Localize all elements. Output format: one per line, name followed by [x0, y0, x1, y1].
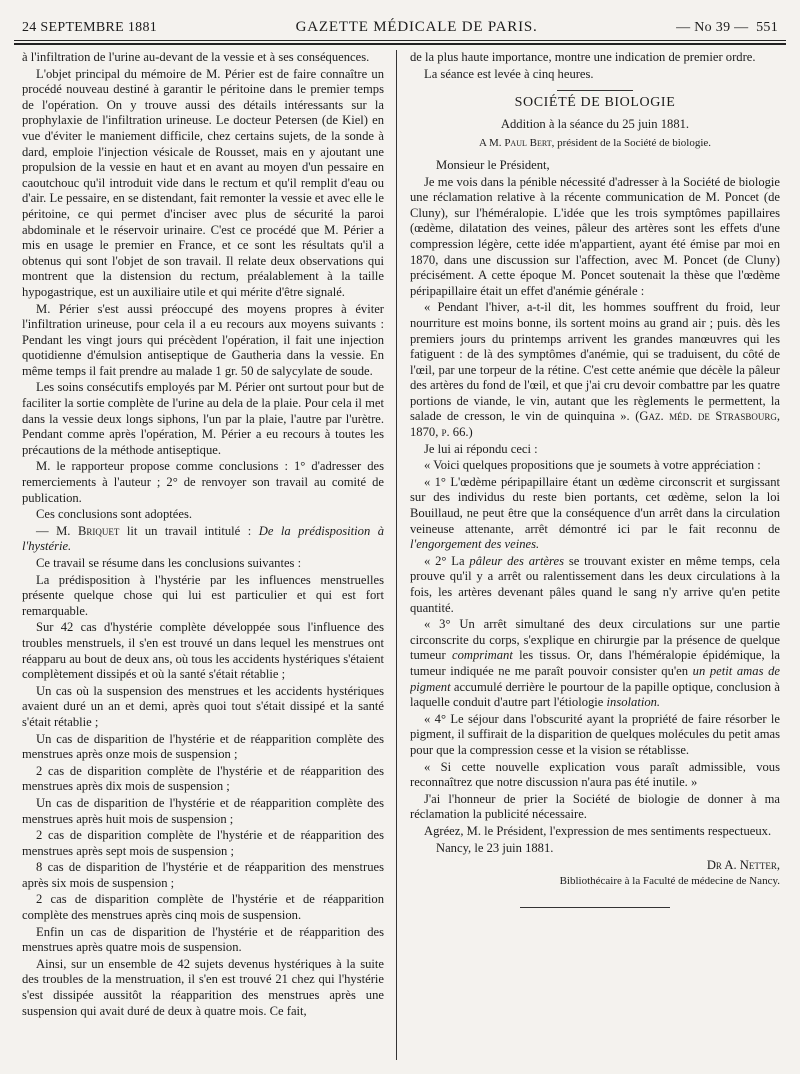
text-run: « 2° La: [424, 553, 465, 568]
paragraph: J'ai l'honneur de prier la Société de biologie de donner à ma réclamation la publicité nécessaire.: [410, 791, 780, 822]
text-run: se trouvant exister en même temps, cela prouve qu'il y a arrêt ou ralentissement dans les deux circulations à la fois, les artères devenant pâles quand le sang n'y arrive qu'en petite quantité.: [410, 553, 780, 615]
proposition-3: [410, 617, 780, 711]
paragraph: La prédisposition à l'hystérie par les influences menstruelles présente quelque chose qui lui est particulier et qui est fort remarquable.: [22, 572, 384, 618]
salutation: Monsieur le Président,: [436, 157, 550, 172]
header-rule-thick: [14, 43, 786, 45]
text-run: accumulé derrière le pourtour de la papille optique, conclusion à laquelle conduit d'autre part l'étiologie: [410, 679, 780, 710]
closing-rule: [520, 907, 670, 908]
emphasis: comprimant: [451, 648, 513, 663]
text-run: A M.: [478, 137, 502, 150]
signature-role: Bibliothécaire à la Faculté de médecine de Nancy.: [559, 874, 780, 887]
paragraph: 2 cas de disparition complète de l'hystérie et de réapparition complète des menstrues après cinq mois de suspension.: [22, 892, 384, 923]
proposition-1: [410, 475, 780, 553]
header-issue-page: [676, 20, 778, 36]
text-run: « 3° Un arrêt simultané des deux circulations sur une partie circonscrite du corps, s'explique en chirurgie par la présence de quelque tumeur: [410, 617, 780, 663]
paragraph: Un cas où la suspension des menstrues et les accidents hystériques avaient duré un an et demi, après quoi tout s'était dissipé et la santé s'était rétablie ;: [22, 683, 384, 729]
paragraph: M. Périer s'est aussi préoccupé des moyens propres à éviter l'infiltration urineuse, pour cela il a eu recours aux moyens suivants : Pendant les vingt jours qui précèdent l'opération, il fait une injection quotidienne d'émulsion antiseptique de Gautheria dans la vessie. En même temps il fait prendre au malade 1 gr. 50 de salycylate de soude.: [22, 301, 384, 378]
proposition-4: « 4° Le séjour dans l'obscurité ayant la propriété de faire résorber le pigment, il suffirait de la disparition de quelques molécules du petit amas pour que la compression cesse et la vision se rétablisse.: [410, 711, 780, 757]
section-subtitle: Addition à la séance du 25 juin 1881.: [500, 116, 690, 131]
paragraph: « Voici quelques propositions que je soumets à votre appréciation :: [424, 458, 761, 473]
paragraph: Un cas de disparition de l'hystérie et de réapparition complète des menstrues après onze mois de suspension ;: [22, 731, 384, 762]
paragraph: 8 cas de disparition de l'hystérie et de réapparition des menstrues après six mois de suspension ;: [22, 860, 384, 890]
text-run: , président de la Société de biologie.: [551, 137, 712, 150]
paragraph: Ces conclusions sont adoptées.: [36, 507, 193, 522]
header-date-month: SEPTEMBRE: [40, 20, 125, 35]
header-page-number: 551: [756, 20, 778, 35]
paragraph: Un cas de disparition de l'hystérie et de réapparition complète des menstrues après huit mois de suspension ;: [22, 795, 384, 826]
paragraph: « Si cette nouvelle explication vous paraît admissible, vous reconnaîtrez que notre discussion n'aura pas été inutile. »: [410, 759, 780, 790]
emphasis: un petit amas de pigment: [410, 663, 780, 694]
paragraph: 2 cas de disparition complète de l'hystérie et de réapparition des menstrues après dix mois de suspension ;: [22, 763, 384, 794]
emphasis: l'engorgement des veines.: [410, 537, 540, 552]
paragraph: 2 cas de disparition complète de l'hystérie et de réapparition des menstrues après sept mois de suspension ;: [22, 828, 384, 858]
paragraph: La séance est levée à cinq heures.: [424, 66, 594, 81]
proposition-2: [410, 554, 780, 616]
header-date-year: 1881: [127, 20, 158, 35]
journal-title: GAZETTE MÉDICALE DE PARIS.: [295, 19, 538, 35]
paragraph: M. le rapporteur propose comme conclusions : 1° d'adresser des remerciements à l'auteur ; 2° de renvoyer son travail au comité de publication.: [22, 459, 384, 505]
text-run: « Pendant l'hiver, a-t-il dit, les hommes souffrent du froid, leur nourriture est moins bonne, ils sortent moins au grand air ; puis. dès les premiers jours du printemps arrivent les grandes manœuvres qui les fatiguent : de là des symptômes d'anémie, qui se traduisent, du côté de l'œil, par une torpeur de la rétine. C'est cette anémie que décèle la pâleur des artères du fond de l'œil, et que j'ai cru devoir combattre par les quatre portions de viande, le vin, autant que les règlements le permettent, la salade de cresson, le vin de quinquina ».: [410, 300, 780, 424]
section-rule: [557, 90, 633, 91]
paragraph: L'objet principal du mémoire de M. Périer est de faire connaître un procédé nouveau destiné à garantir le péritoine dans le premier temps de l'opération. On y trouve aussi des détails intéressants sur la prophylaxie de l'infiltration urineuse. Le docteur Petersen (de Kiel) en vue d'éviter le maniement difficile, chez certains sujets, de la sonde à dard, emploie l'injection vésicale de Rousset, mais en y ajoutant une propulsion de la vessie en haut et en avant au moyen d'un pessaire en caoutchouc qu'il introduit vide dans le rectum et qu'il remplit d'eau ou d'air. Le pessaire, en se distendant, fait remonter la vessie et avec elle le péritoine, ce qui permet d'inciser avec plus de sécurité la paroi abdominale et le réservoir urinaire. C'est ce procédé que M. Périer a mis en usage le premier en France, et ce sont les résultats qu'il a obtenus qui sont l'objet de son travail. Il relate deux observations qui montrent que la distension du rectum, préalablement à la taille hypogastrique, est un auxiliaire utile et qui mérite d'être signalé.: [22, 66, 384, 299]
paragraph: Ce travail se résume dans les conclusions suivantes :: [36, 556, 302, 570]
work-title: De la prédisposition à l'hystérie.: [22, 523, 384, 554]
place-date: Nancy, le 23 juin 1881.: [436, 840, 554, 855]
left-column: [22, 50, 384, 1068]
header-date: [22, 20, 157, 36]
paragraph: Les soins consécutifs employés par M. Périer ont surtout pour but de faciliter la sortie complète de l'urine au dela de la plaie. Pour cela il met dans la vessie deux longs siphons, l'un par la plaie, l'autre par l'urètre. Pendant comme après l'opération, M. Périer a eu recours à toutes les précautions de la méthode antiseptique.: [22, 380, 384, 457]
paragraph: de la plus haute importance, montre une indication de premier ordre.: [410, 50, 756, 64]
signature: Dr A. Netter,: [706, 858, 780, 873]
text-run: « 1° L'œdème péripapillaire étant un œdème circonscrit et surgissant sur des individus du reste bien portants, cet œdème, selon la loi Bouillaud, ne peut être que la conséquence d'un arrêt dans la circulation veineuse attenante, arrêt démontré ici par le fait reconnu de: [410, 474, 780, 536]
page-header: [22, 12, 778, 36]
addressee: [410, 136, 780, 152]
emphasis: pâleur des artères: [469, 553, 564, 568]
right-column: [410, 50, 780, 1068]
text-run: les tissus. Or, dans l'héméralopie épidémique, la tumeur indiquée ne me paraît pouvoir consister qu'en: [410, 648, 780, 678]
emphasis: insolation.: [606, 695, 661, 710]
text-run: — M.: [36, 523, 71, 538]
citation: (Gaz. méd. de Strasbourg, 1870, p. 66.): [410, 409, 780, 440]
paragraph-briquet: [22, 524, 384, 555]
header-rule-thin: [14, 40, 786, 41]
section-title: SOCIÉTÉ DE BIOLOGIE: [514, 95, 676, 111]
header-date-day: 24: [22, 20, 37, 35]
text-run: lit un travail intitulé :: [126, 523, 252, 538]
paragraph: Je me vois dans la pénible nécessité d'adresser à la Société de biologie une réclamation relative à la récente communication de M. Poncet (de Cluny), sur l'héméralopie. L'idée que les trois symptômes papillaires (œdème, dilatation des veines, pâleur des artères sont les effets d'une compression légère, cette idée m'appartient, ayant été émise par moi en 1870, dans une discussion sur l'affection, avec M. Poncet (de Cluny) précisément. A cette époque M. Poncet soutenait la thèse que l'œdème péripapillaire était un effet d'anémie générale :: [410, 174, 780, 298]
author-name: Briquet: [77, 523, 120, 538]
paragraph: Enfin un cas de disparition de l'hystérie et de réapparition des menstrues après quatre mois de suspension.: [22, 924, 384, 955]
paragraph: Ainsi, sur un ensemble de 42 sujets devenus hystériques à la suite des troubles de la menstruation, il s'en est trouvé 21 chez qui l'hystérie s'est dissipée aussitôt la réapparition des menstrues après une suspension qui avait duré de deux à quatre mois. Ce fait,: [22, 956, 384, 1018]
addressee-name: Paul Bert: [504, 137, 552, 150]
paragraph: Je lui ai répondu ceci :: [424, 441, 538, 456]
quote-paragraph: [410, 300, 780, 440]
paragraph: Sur 42 cas d'hystérie complète développée sous l'influence des troubles menstruels, il s'en est trouvé un dans lequel les menstrues ont réapparu au bout de deux ans, où tous les accidents hystériques s'étaient complètement dissipés et où la santé s'était rétablie ;: [22, 620, 384, 682]
header-issue: — No 39 —: [676, 20, 749, 35]
paragraph: Agréez, M. le Président, l'expression de mes sentiments respectueux.: [424, 823, 772, 838]
column-divider: [396, 50, 397, 1060]
paragraph: à l'infiltration de l'urine au-devant de la vessie et à ses conséquences.: [22, 50, 370, 64]
